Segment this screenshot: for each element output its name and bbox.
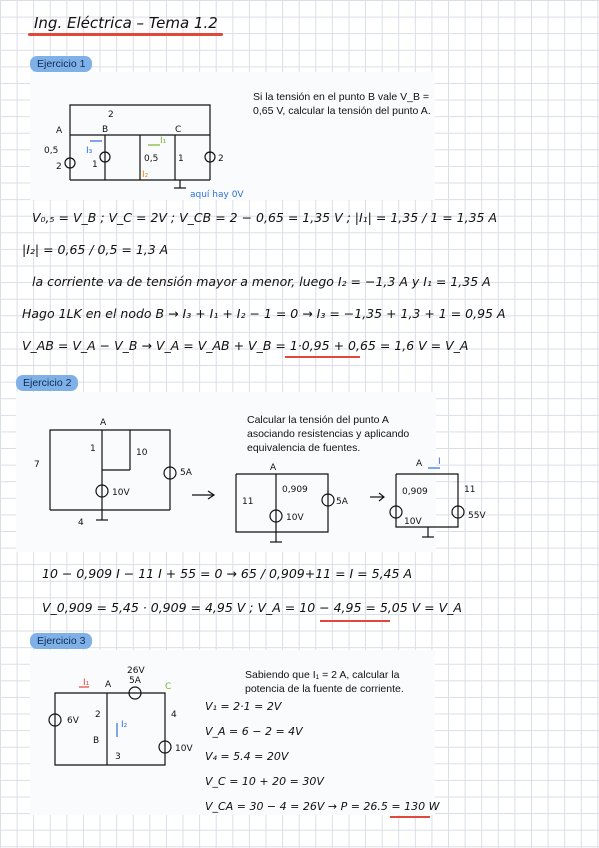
exercise-1-circuit [44,95,250,205]
ex3-node-a-label: A [105,680,112,690]
ex1-node-b-label: B [102,125,109,135]
ex1-src-left-label: 0,5 [44,146,59,156]
ex1-node-a-label: A [56,126,63,136]
ex3-node-c-label: C [165,682,172,692]
ex1-work-line-4: Hago 1LK en el nodo B → I₃ + I₁ + I₂ − 1 = 0 → I₃ = −1,35 + 1,3 + 1 = 0,95 A [22,306,506,321]
ex2-step2-src5a: 5A [336,497,348,507]
ex3-work-line-4: V_C = 10 + 20 = 30V [205,775,324,788]
ex3-work-line-1: V₁ = 2·1 = 2V [205,700,282,713]
ex1-i2-label: I₂ [142,170,149,180]
ex3-r4-label: 4 [171,710,177,720]
ex3-v10-label: 10V [175,744,193,754]
ex1-answer-underline [285,356,360,358]
ex2-step3-current-i: I [438,457,441,467]
ex2-arrow-1 [190,488,220,502]
ex1-work-line-3: la corriente va de tensión mayor a menor, luego I₂ = −1,3 A y I₁ = 1,35 A [32,274,491,289]
ex1-work-line-2: |I₂| = 0,65 / 0,5 = 1,3 A [22,242,169,257]
exercise-3-badge: Ejercicio 3 [30,633,92,649]
ex3-v26-label: 26V [127,666,145,676]
ex2-step3-r0909: 0,909 [402,487,428,497]
ex1-r-left-label: 2 [56,162,62,172]
exercise-3-statement: Sabiendo que I₁ = 2 A, calcular la potencia de la fuente de corriente. [245,669,404,695]
ex3-node-b-label: B [93,736,100,746]
ex2-work-line-2: V_0,909 = 5,45 · 0,909 = 4,95 V ; V_A = 10 − 4,95 = 5,05 V = V_A [42,600,462,615]
ex1-src-right-label: 2 [218,154,224,164]
exercise-2-circuit-step-2 [228,462,368,542]
ex3-a5-label: 5A [129,676,141,686]
ex2-step2-v10: 10V [286,513,304,523]
ex2-r10-label: 10 [136,448,148,458]
ex2-work-line-1: 10 − 0,909 I − 11 I + 55 = 0 → 65 / 0,909+11 = I = 5,45 A [42,566,412,581]
exercise-1-statement: Si la tensión en el punto B vale V_B = 0,65 V, calcular la tensión del punto A. [253,91,431,117]
exercise-2-badge: Ejercicio 2 [16,375,78,391]
ex3-work-line-3: V₄ = 5.4 = 20V [205,750,289,763]
ex1-work-line-1: V₀,₅ = V_B ; V_C = 2V ; V_CB = 2 − 0,65 = 1,35 V ; |I₁| = 1,35 / 1 = 1,35 A [32,210,498,225]
ex1-r-top-label: 2 [108,110,114,120]
ex3-r2-label: 2 [95,710,101,720]
exercise-2-statement: Calcular la tensión del punto A asociando resistencias y aplicando equivalencia de fuentes. [247,414,410,454]
title-underline [28,33,223,36]
ex1-src-mid-label: 1 [92,160,98,170]
ex1-ground-note: aquí hay 0V [190,190,244,200]
ex2-step2-r0909: 0,909 [282,485,308,495]
ex3-work-line-5: V_CA = 30 − 4 = 26V → P = 26.5 = 130 W [205,800,440,813]
exercise-2-circuit-step-3 [388,452,498,542]
ex2-r7-label: 7 [34,460,40,470]
ex2-step3-v55: 55V [468,511,486,521]
ex2-node-a-label: A [100,418,107,428]
ex2-answer-underline [320,620,390,622]
ex2-step3-r11: 11 [464,485,476,495]
ex3-answer-underline [390,816,430,818]
ex3-i2-label: I₂ [121,720,128,730]
ex2-step2-r11: 11 [242,497,254,507]
ex3-r3-label: 3 [115,752,121,762]
exercise-3-circuit [45,665,205,775]
ex2-step3-node-a: A [416,459,423,469]
ex1-r-right-label: 1 [178,154,184,164]
ex3-i1-label: I₁ [83,678,90,688]
exercise-2-circuit-original [30,415,210,528]
ex2-arrow-2 [368,490,388,504]
ex2-r1-label: 1 [90,444,96,454]
exercise-1-badge: Ejercicio 1 [30,56,92,72]
ex2-step3-v10: 10V [404,517,422,527]
page-title: Ing. Eléctrica – Tema 1.2 [34,14,218,32]
ex1-i1-label: I₁ [160,136,167,146]
ex3-work-line-2: V_A = 6 − 2 = 4V [205,725,303,738]
ex2-r4-label: 4 [78,518,84,528]
ex2-step2-node-a: A [270,463,277,473]
ex2-v10-label: 10V [112,488,130,498]
ex2-src5a-label: 5A [180,468,192,478]
ex1-node-c-label: C [175,125,182,135]
ex1-r-mid-label: 0,5 [144,154,159,164]
ex1-i3-label: I₃ [86,146,93,156]
ex3-v6-label: 6V [67,716,79,726]
ex1-work-line-5: V_AB = V_A − V_B → V_A = V_AB + V_B = 1·0,95 + 0,65 = 1,6 V = V_A [22,338,469,353]
